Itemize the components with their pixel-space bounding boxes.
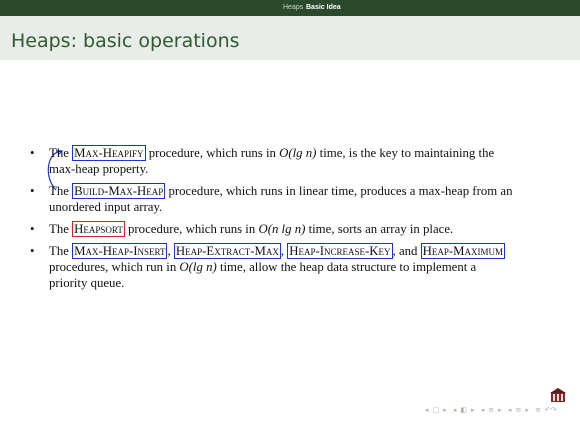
nav-frame-icon[interactable]: ◧: [460, 406, 468, 414]
bullet-text: procedures, which run in: [49, 260, 180, 274]
nav-prev-frame-icon[interactable]: ◂: [452, 406, 457, 414]
op-heapsort: Heapsort: [74, 222, 123, 236]
op-max-heap-insert: Max-Heap-Insert: [74, 244, 166, 258]
frame-title-bar: [0, 16, 580, 60]
bullet-text: procedure, which runs in: [124, 222, 259, 236]
nav-subsection-basic-idea[interactable]: Basic Idea: [306, 4, 341, 11]
bullet-text: time, allow the heap data structure to implement a priority queue.: [49, 260, 477, 290]
math-expression: O(lg n): [179, 260, 217, 274]
beamer-navigation-symbols: [425, 406, 575, 420]
op-build-max-heap: Build-Max-Heap: [74, 184, 164, 198]
nav-back-forward-icon[interactable]: ↶↷: [544, 406, 557, 414]
bullet-dot: •: [30, 244, 35, 258]
bullet-text: time, is the key to maintaining the max-heap property.: [49, 146, 495, 176]
nav-next-frame-icon[interactable]: ▸: [471, 406, 475, 414]
bullet-item: [30, 183, 516, 215]
math-expression: O(n lg n): [258, 222, 306, 236]
bullet-text: The: [49, 146, 73, 160]
bullet-text: The: [49, 184, 73, 198]
bullet-item: [30, 145, 516, 177]
bullet-text: The: [49, 222, 73, 236]
bullet-text: procedure, which runs in: [145, 146, 280, 160]
bullet-text: procedure, which runs in linear time, produces a max-heap from an unordered input array.: [49, 184, 513, 214]
nav-section-icon[interactable]: ≡: [515, 406, 522, 414]
bullet-text: ,: [392, 244, 396, 258]
bullet-text: and: [395, 244, 421, 258]
nav-next-subsection-icon[interactable]: ▸: [498, 406, 502, 414]
bullet-text: ,: [167, 244, 174, 258]
bullet-item: [30, 221, 516, 237]
beamer-headline: [0, 0, 580, 16]
nav-prev-subsection-icon[interactable]: ◂: [480, 406, 485, 414]
nav-prev-section-icon[interactable]: ◂: [507, 406, 512, 414]
bullet-item: [30, 243, 516, 291]
nav-next-slide-icon[interactable]: ▸: [443, 406, 447, 414]
op-heap-maximum: Heap-Maximum: [422, 244, 504, 258]
op-max-heapify: Max-Heapify: [74, 146, 144, 160]
bullet-text: ,: [280, 244, 288, 258]
bullet-list: [30, 145, 516, 297]
nav-next-section-icon[interactable]: ▸: [525, 406, 529, 414]
institution-logo-icon: [550, 387, 566, 403]
bullet-text: The: [49, 244, 73, 258]
bullet-dot: •: [30, 184, 35, 198]
nav-slide-icon[interactable]: □: [432, 406, 440, 414]
nav-section-heaps[interactable]: Heaps: [283, 4, 304, 11]
nav-prev-slide-icon[interactable]: ◂: [425, 406, 429, 414]
nav-subsection-icon[interactable]: ≡: [488, 406, 495, 414]
op-heap-extract-max: Heap-Extract-Max: [175, 244, 279, 258]
math-expression: O(lg n): [279, 146, 317, 160]
frame-title: Heaps: basic operations: [11, 30, 240, 52]
bullet-text: time, sorts an array in place.: [305, 222, 454, 236]
bullet-dot: •: [30, 146, 35, 160]
nav-toc-icon[interactable]: ≡: [535, 406, 541, 414]
op-heap-increase-key: Heap-Increase-Key: [289, 244, 391, 258]
bullet-dot: •: [30, 222, 35, 236]
